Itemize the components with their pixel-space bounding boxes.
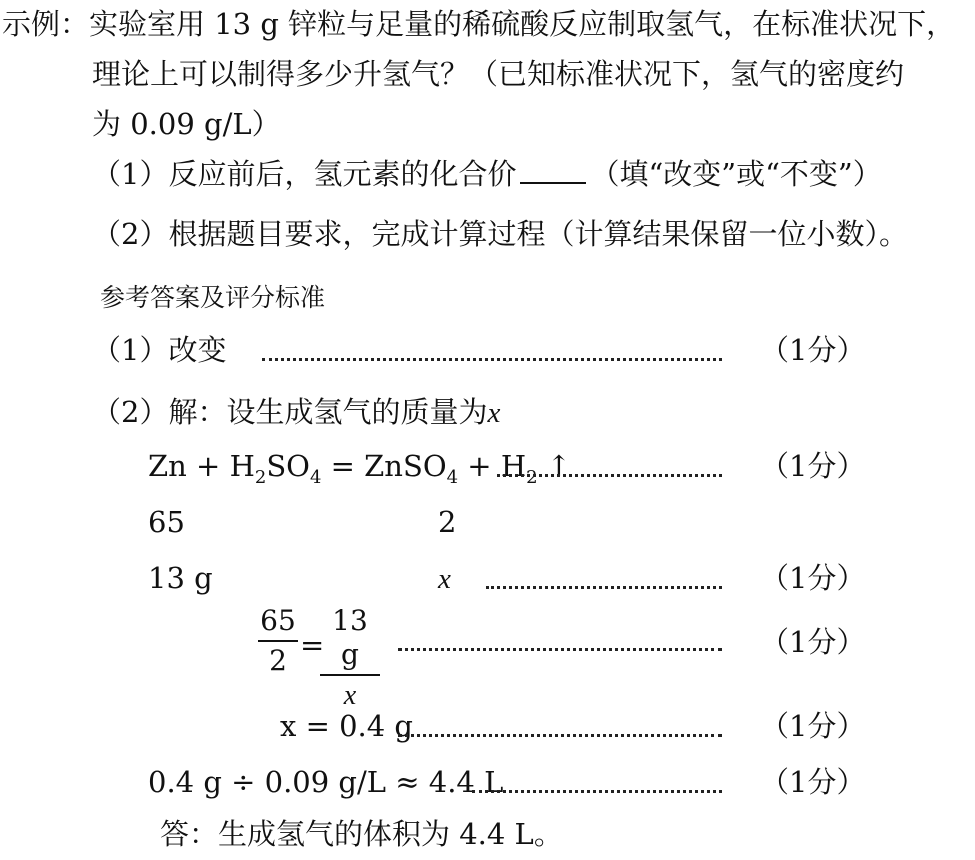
question-line-2: 理论上可以制得多少升氢气？（已知标准状况下，氢气的密度约 <box>92 57 905 91</box>
unknown-x: x <box>438 563 451 595</box>
answer-heading: 参考答案及评分标准 <box>100 283 326 312</box>
answer-1: （1）改变 <box>92 333 227 367</box>
score-6: （1分） <box>760 765 866 799</box>
subquestion-2: （2）根据题目要求，完成计算过程（计算结果保留一位小数）。 <box>92 217 908 251</box>
answer-2-setup: （2）解：设生成氢气的质量为x <box>92 395 501 429</box>
question-line-1: 示例：实验室用 13 g 锌粒与足量的稀硫酸反应制取氢气，在标准状况下， <box>2 7 956 41</box>
subquestion-1: （1）反应前后，氢元素的化合价 （填“改变”或“不变”） <box>92 157 882 191</box>
example-label: 示例： <box>2 7 90 41</box>
answer-blank <box>520 156 586 184</box>
dot-leader <box>497 474 722 477</box>
dot-leader <box>262 358 722 361</box>
molar-mass-h2: 2 <box>438 505 457 539</box>
dot-leader <box>472 790 722 793</box>
fraction-left: 65 2 <box>258 604 298 678</box>
score-3: （1分） <box>760 561 866 595</box>
score-5: （1分） <box>760 709 866 743</box>
chemical-equation: $Zn + H_2SO_4$ = ZnSO$_4$ + $H_2$ ↑ <box>148 449 572 488</box>
molar-mass-zn: 65 <box>148 505 185 539</box>
question-line-3: 为 0.09 g/L） <box>92 107 281 141</box>
given-mass-zn: 13 g <box>148 561 213 595</box>
dot-leader <box>398 648 722 651</box>
equals-sign: = <box>300 628 325 662</box>
dot-leader <box>398 734 722 737</box>
result-x: x = 0.4 g <box>280 709 413 743</box>
final-answer: 答：生成氢气的体积为 4.4 L。 <box>160 817 563 851</box>
dot-leader <box>486 586 722 589</box>
score-1: （1分） <box>760 333 866 367</box>
score-2: （1分） <box>760 449 866 483</box>
volume-calculation: 0.4 g ÷ 0.09 g/L ≈ 4.4 L <box>148 765 504 799</box>
fraction-right: 13 g x <box>320 604 380 713</box>
score-4: （1分） <box>760 625 866 659</box>
up-arrow-icon: ↑ <box>537 449 572 483</box>
